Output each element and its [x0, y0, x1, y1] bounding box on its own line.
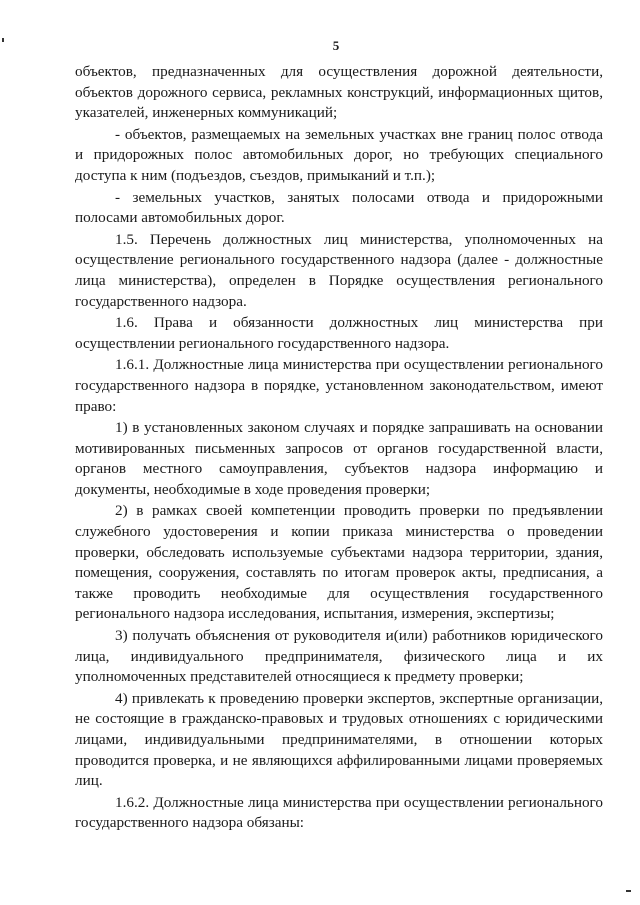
paragraph: 1.6.1. Должностные лица министерства при осуществлении регионального государственного надзора в порядке, установленном законодательством, имеют право: [75, 356, 603, 415]
paragraph: 4) привлекать к проведению проверки экспертов, экспертные организации, не состоящие в гражданско-правовых и трудовых отношениях с юридическими лицами, индивидуальными предпринимателями, в отношении которых проводится проверка, и не являющихся аффилированными лицами проверяемых лиц. [75, 689, 603, 790]
page-number: 5 [332, 38, 340, 53]
paragraph: - земельных участков, занятых полосами отвода и придорожными полосами автомобильных дорог. [75, 188, 603, 227]
paragraph: 1.6. Права и обязанности должностных лиц министерства при осуществлении регионального государственного надзора. [75, 314, 603, 352]
paragraph: - объектов, размещаемых на земельных участках вне границ полос отвода и придорожных полос автомобильных дорог, но требующих специального доступа к ним (подъездов, съездов, примыканий и т.п.); [75, 125, 603, 184]
paragraph-continuation: объектов, предназначенных для осуществления дорожной деятельности, объектов дорожного сервиса, рекламных конструкций, информационных щитов, указателей, инженерных коммуникаций; [75, 63, 603, 122]
paragraph: 2) в рамках своей компетенции проводить проверки по предъявлении служебного удостоверения и копии приказа министерства о проведении проверки, обследовать используемые субъектами надзора территории, здания, помещения, сооружения, составлять по итогам проверок акты, предписания, а также проводить необходимые для осуществления государственного регионального надзора исследования, испытания, измерения, экспертизы; [75, 502, 603, 623]
paragraph: 1.6.2. Должностные лица министерства при осуществлении регионального государственного надзора обязаны: [75, 793, 603, 832]
paragraph: 3) получать объяснения от руководителя и(или) работников юридического лица, индивидуального предпринимателя, физического лица и их уполномоченных представителей относящиеся к предмету проверки; [75, 627, 603, 686]
paragraph: 1) в установленных законом случаях и порядке запрашивать на основании мотивированных письменных запросов от органов государственной власти, органов местного самоуправления, субъектов надзора информацию и документы, необходимые в ходе проведения проверки; [75, 419, 603, 498]
document-body [75, 62, 603, 835]
scan-edge-mark [626, 890, 631, 892]
paragraph: 1.5. Перечень должностных лиц министерства, уполномоченных на осуществление регионального государственного надзора (далее - должностные лица министерства), определен в Порядке осуществления регионального государственного надзора. [75, 230, 603, 310]
